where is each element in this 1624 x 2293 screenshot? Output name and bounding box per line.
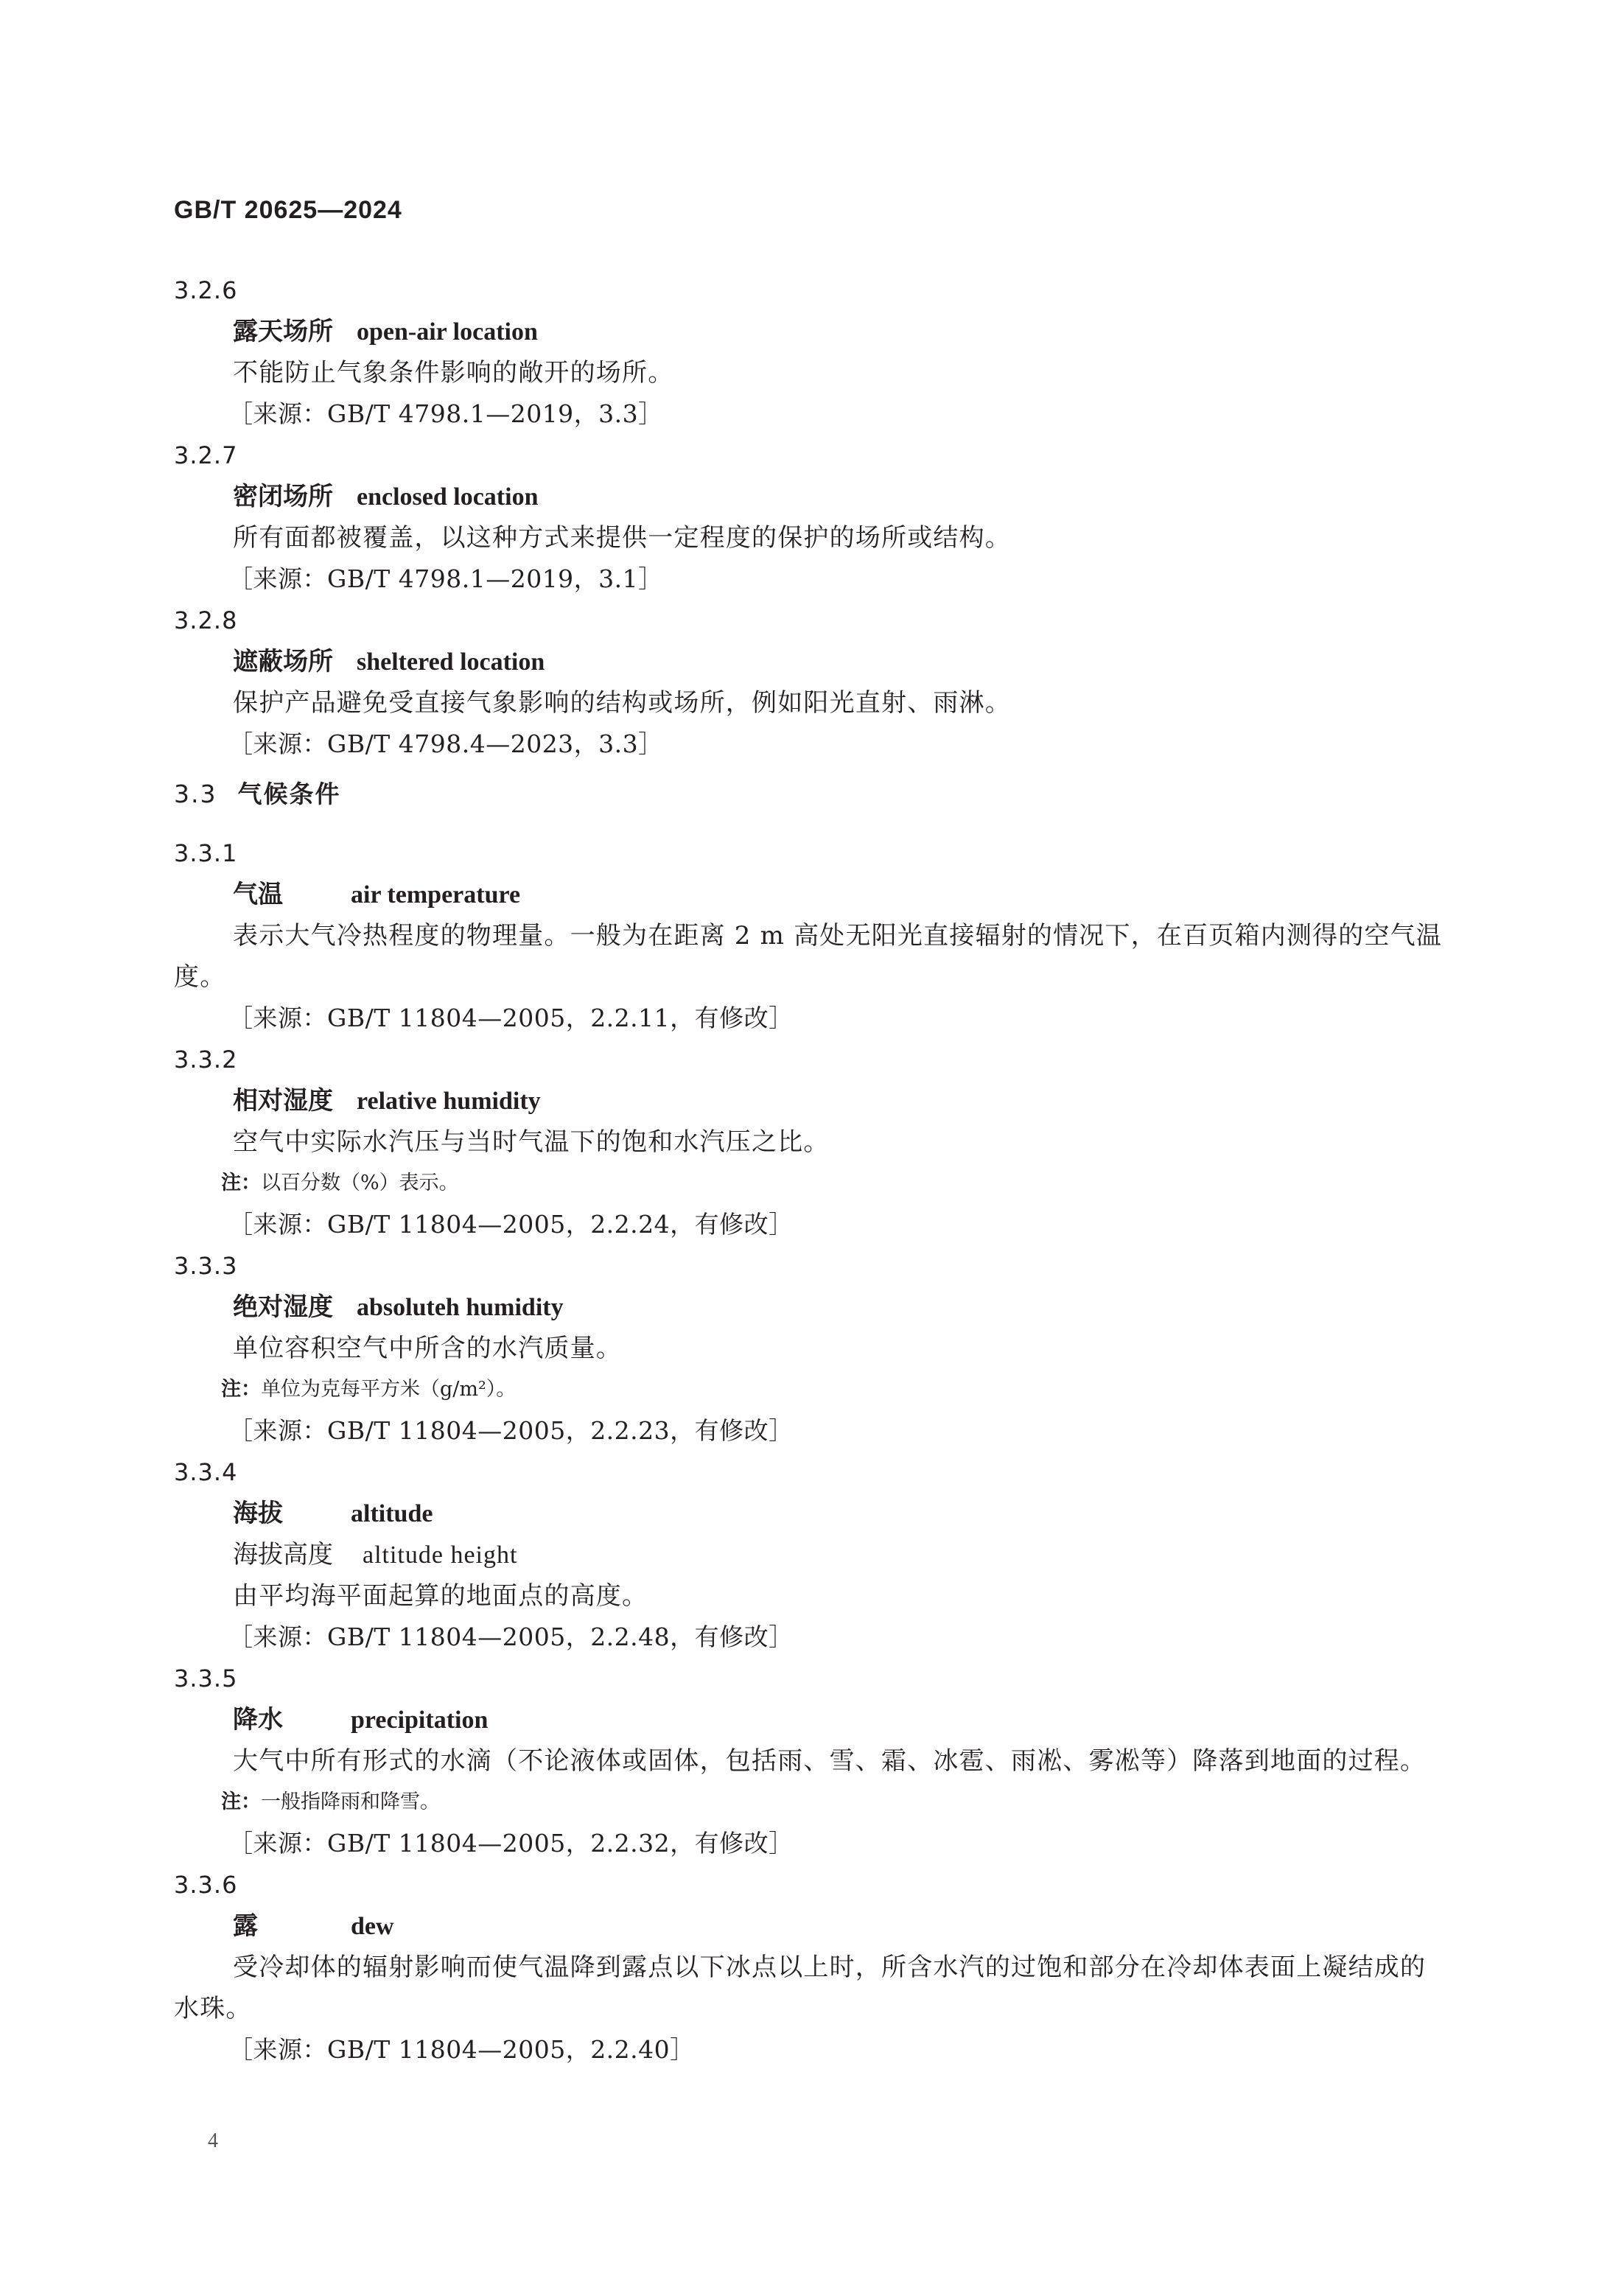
entry-number: 3.3.2 <box>174 1046 238 1074</box>
term-definition: 表示大气冷热程度的物理量。一般为在距离 2 m 高处无阳光直接辐射的情况下，在百页箱内测得的空气温度。 <box>174 921 1443 992</box>
term-definition: 不能防止气象条件影响的敞开的场所。 <box>233 358 674 388</box>
page-number: 4 <box>208 2129 218 2152</box>
term-note <box>174 1163 1449 1204</box>
term-entry <box>174 1452 1449 1658</box>
term-source: ［来源：GB/T 11804—2005，2.2.23，有修改］ <box>228 1416 794 1445</box>
term-note <box>174 1782 1449 1823</box>
term-zh: 气温 <box>233 880 283 909</box>
term-line <box>174 1699 1449 1740</box>
term-entry <box>174 1658 1449 1864</box>
section-number: 3.3 <box>174 780 217 808</box>
admitted-term-en: altitude height <box>363 1541 518 1569</box>
entry-number: 3.2.8 <box>174 606 238 634</box>
entry-number: 3.3.6 <box>174 1871 238 1899</box>
term-zh: 露天场所 <box>233 317 333 346</box>
term-en: absoluteh humidity <box>357 1294 564 1321</box>
term-source: ［来源：GB/T 4798.4—2023，3.3］ <box>228 729 663 758</box>
term-zh: 密闭场所 <box>233 482 333 511</box>
term-en: precipitation <box>351 1706 489 1734</box>
term-source: ［来源：GB/T 11804—2005，2.2.32，有修改］ <box>228 1829 794 1858</box>
term-definition: 单位容积空气中所含的水汽质量。 <box>233 1334 622 1363</box>
term-line <box>174 1286 1449 1328</box>
term-definition: 所有面都被覆盖，以这种方式来提供一定程度的保护的场所或结构。 <box>233 523 1011 553</box>
term-zh: 遮蔽场所 <box>233 647 333 676</box>
term-definition: 由平均海平面起算的地面点的高度。 <box>233 1581 648 1611</box>
term-line <box>174 476 1449 517</box>
note-text: 以百分数（%）表示。 <box>261 1172 459 1194</box>
term-definition: 空气中实际水汽压与当时气温下的饱和水汽压之比。 <box>233 1127 830 1157</box>
term-en: air temperature <box>351 881 521 909</box>
term-en: relative humidity <box>357 1088 541 1115</box>
note-label: 注： <box>221 1172 261 1194</box>
term-zh: 绝对湿度 <box>233 1292 333 1322</box>
term-en: open-air location <box>357 318 538 346</box>
terms-content <box>174 270 1449 2070</box>
term-source: ［来源：GB/T 11804—2005，2.2.11，有修改］ <box>228 1004 794 1032</box>
term-entry <box>174 1864 1449 2070</box>
term-entry <box>174 270 1449 435</box>
term-definition: 受冷却体的辐射影响而使气温降到露点以下冰点以上时，所含水汽的过饱和部分在冷却体表面上凝结成的水珠。 <box>174 1953 1427 2023</box>
entry-number: 3.2.6 <box>174 276 238 304</box>
entry-number: 3.2.7 <box>174 441 238 469</box>
term-source: ［来源：GB/T 11804—2005，2.2.24，有修改］ <box>228 1210 794 1239</box>
term-note <box>174 1369 1449 1410</box>
term-line <box>174 874 1449 915</box>
term-en: sheltered location <box>357 648 545 676</box>
term-source: ［来源：GB/T 11804—2005，2.2.40］ <box>228 2035 695 2064</box>
term-zh: 露 <box>233 1911 258 1941</box>
term-entry <box>174 600 1449 765</box>
term-entry <box>174 833 1449 1039</box>
entry-number: 3.3.1 <box>174 839 238 867</box>
term-entry <box>174 1245 1449 1452</box>
term-en: enclosed location <box>357 483 539 511</box>
entry-number: 3.3.5 <box>174 1664 238 1692</box>
term-source: ［来源：GB/T 4798.1—2019，3.3］ <box>228 399 663 428</box>
document-id-header: GB/T 20625—2024 <box>174 196 402 224</box>
entry-number: 3.3.3 <box>174 1252 238 1280</box>
note-label: 注： <box>221 1790 261 1813</box>
note-text: 一般指降雨和降雪。 <box>261 1790 440 1813</box>
term-zh: 海拔 <box>233 1499 283 1528</box>
note-text: 单位为克每平方米（g/m²）。 <box>261 1378 517 1401</box>
term-line <box>174 1080 1449 1121</box>
term-line <box>174 1493 1449 1534</box>
section-heading <box>174 774 1449 815</box>
section-title: 气候条件 <box>237 780 341 808</box>
term-entry <box>174 1039 1449 1245</box>
note-label: 注： <box>221 1378 261 1401</box>
term-entry <box>174 435 1449 600</box>
term-source: ［来源：GB/T 11804—2005，2.2.48，有修改］ <box>228 1622 794 1651</box>
term-zh: 相对湿度 <box>233 1086 333 1116</box>
term-definition: 保护产品避免受直接气象影响的结构或场所，例如阳光直射、雨淋。 <box>233 688 1011 718</box>
term-en: altitude <box>351 1500 433 1527</box>
term-line <box>174 1905 1449 1947</box>
term-line <box>174 641 1449 682</box>
term-zh: 降水 <box>233 1705 283 1734</box>
admitted-term-zh: 海拔高度 <box>233 1540 333 1569</box>
term-source: ［来源：GB/T 4798.1—2019，3.1］ <box>228 564 663 593</box>
term-definition: 大气中所有形式的水滴（不论液体或固体，包括雨、雪、霜、冰雹、雨凇、雾凇等）降落到地面的过程。 <box>233 1746 1427 1776</box>
admitted-term-line <box>174 1534 1449 1575</box>
entry-number: 3.3.4 <box>174 1458 238 1486</box>
term-line <box>174 311 1449 352</box>
term-en: dew <box>351 1913 394 1940</box>
